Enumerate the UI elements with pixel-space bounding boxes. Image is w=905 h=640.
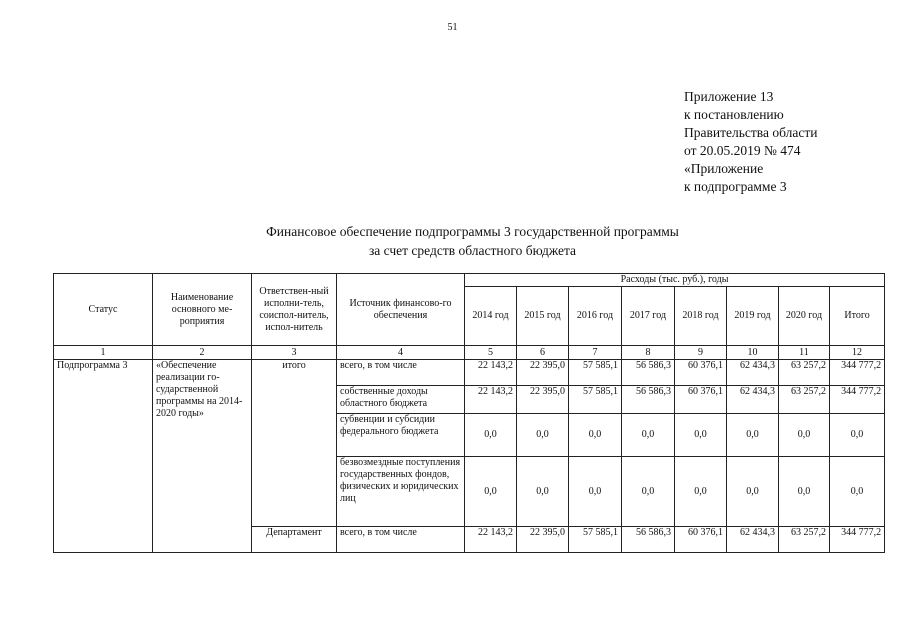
value-cell: 22 143,2	[465, 360, 517, 386]
value-cell: 0,0	[465, 414, 517, 457]
header-event-name: Наименование основного ме-роприятия	[153, 274, 252, 346]
header-total: Итого	[830, 287, 885, 346]
header-year: 2016 год	[569, 287, 622, 346]
value-cell: 0,0	[517, 457, 569, 527]
title-line: Финансовое обеспечение подпрограммы 3 государственной программы	[266, 224, 679, 239]
column-number: 5	[465, 346, 517, 360]
header-year: 2018 год	[675, 287, 727, 346]
value-cell: 0,0	[727, 457, 779, 527]
value-cell: 344 777,2	[830, 360, 885, 386]
column-number: 12	[830, 346, 885, 360]
column-number: 3	[252, 346, 337, 360]
document-title	[0, 222, 905, 260]
value-cell: 22 395,0	[517, 360, 569, 386]
source-cell: собственные доходы областного бюджета	[337, 386, 465, 414]
value-cell: 63 257,2	[779, 360, 830, 386]
title-line: за счет средств областного бюджета	[368, 243, 577, 258]
column-number: 8	[622, 346, 675, 360]
value-cell: 60 376,1	[675, 386, 727, 414]
value-cell: 0,0	[622, 457, 675, 527]
appendix-line: к постановлению	[684, 107, 784, 122]
value-cell: 57 585,1	[569, 386, 622, 414]
value-cell: 344 777,2	[830, 527, 885, 553]
value-cell: 63 257,2	[779, 527, 830, 553]
header-expenses: Расходы (тыс. руб.), годы	[465, 274, 885, 287]
column-number: 10	[727, 346, 779, 360]
header-year: 2019 год	[727, 287, 779, 346]
value-cell: 56 586,3	[622, 527, 675, 553]
column-number: 2	[153, 346, 252, 360]
value-cell: 22 143,2	[465, 527, 517, 553]
appendix-block	[684, 88, 817, 196]
event-name-cell: «Обеспечение реализации го-сударственной программы на 2014-2020 годы»	[153, 360, 252, 553]
header-row	[54, 274, 885, 287]
value-cell: 0,0	[779, 457, 830, 527]
source-cell: всего, в том числе	[337, 527, 465, 553]
column-number: 7	[569, 346, 622, 360]
appendix-line: к подпрограмме 3	[684, 179, 787, 194]
page-number: 51	[447, 22, 458, 33]
header-year: 2014 год	[465, 287, 517, 346]
responsible-cell: Департамент	[252, 527, 337, 553]
value-cell: 0,0	[569, 414, 622, 457]
header-year: 2017 год	[622, 287, 675, 346]
value-cell: 0,0	[517, 414, 569, 457]
value-cell: 22 143,2	[465, 386, 517, 414]
value-cell: 0,0	[830, 457, 885, 527]
appendix-line: от 20.05.2019 № 474	[684, 143, 801, 158]
source-cell: безвозмездные поступления государственных фондов, физических и юридических лиц	[337, 457, 465, 527]
value-cell: 0,0	[465, 457, 517, 527]
appendix-line: «Приложение	[684, 161, 764, 176]
value-cell: 63 257,2	[779, 386, 830, 414]
value-cell: 0,0	[779, 414, 830, 457]
status-cell: Подпрограмма 3	[54, 360, 153, 553]
responsible-cell: итого	[252, 360, 337, 527]
appendix-line: Правительства области	[684, 125, 818, 140]
column-number: 4	[337, 346, 465, 360]
value-cell: 0,0	[830, 414, 885, 457]
value-cell: 62 434,3	[727, 360, 779, 386]
value-cell: 344 777,2	[830, 386, 885, 414]
value-cell: 57 585,1	[569, 360, 622, 386]
value-cell: 60 376,1	[675, 360, 727, 386]
value-cell: 0,0	[569, 457, 622, 527]
value-cell: 56 586,3	[622, 386, 675, 414]
value-cell: 0,0	[622, 414, 675, 457]
value-cell: 0,0	[675, 457, 727, 527]
value-cell: 22 395,0	[517, 386, 569, 414]
header-year: 2015 год	[517, 287, 569, 346]
column-number: 1	[54, 346, 153, 360]
appendix-line: Приложение 13	[684, 89, 774, 104]
column-number: 6	[517, 346, 569, 360]
column-number-row	[54, 346, 885, 360]
value-cell: 60 376,1	[675, 527, 727, 553]
value-cell: 62 434,3	[727, 386, 779, 414]
value-cell: 22 395,0	[517, 527, 569, 553]
value-cell: 0,0	[727, 414, 779, 457]
source-cell: всего, в том числе	[337, 360, 465, 386]
source-cell: субвенции и субсидии федерального бюджета	[337, 414, 465, 457]
financing-table	[53, 273, 885, 553]
value-cell: 0,0	[675, 414, 727, 457]
column-number: 9	[675, 346, 727, 360]
column-number: 11	[779, 346, 830, 360]
table-row	[54, 360, 885, 386]
header-status: Статус	[54, 274, 153, 346]
value-cell: 62 434,3	[727, 527, 779, 553]
header-responsible: Ответствен-ный исполни-тель, соиспол-нитель, испол-нитель	[252, 274, 337, 346]
value-cell: 56 586,3	[622, 360, 675, 386]
header-year: 2020 год	[779, 287, 830, 346]
header-source: Источник финансово-го обеспечения	[337, 274, 465, 346]
value-cell: 57 585,1	[569, 527, 622, 553]
